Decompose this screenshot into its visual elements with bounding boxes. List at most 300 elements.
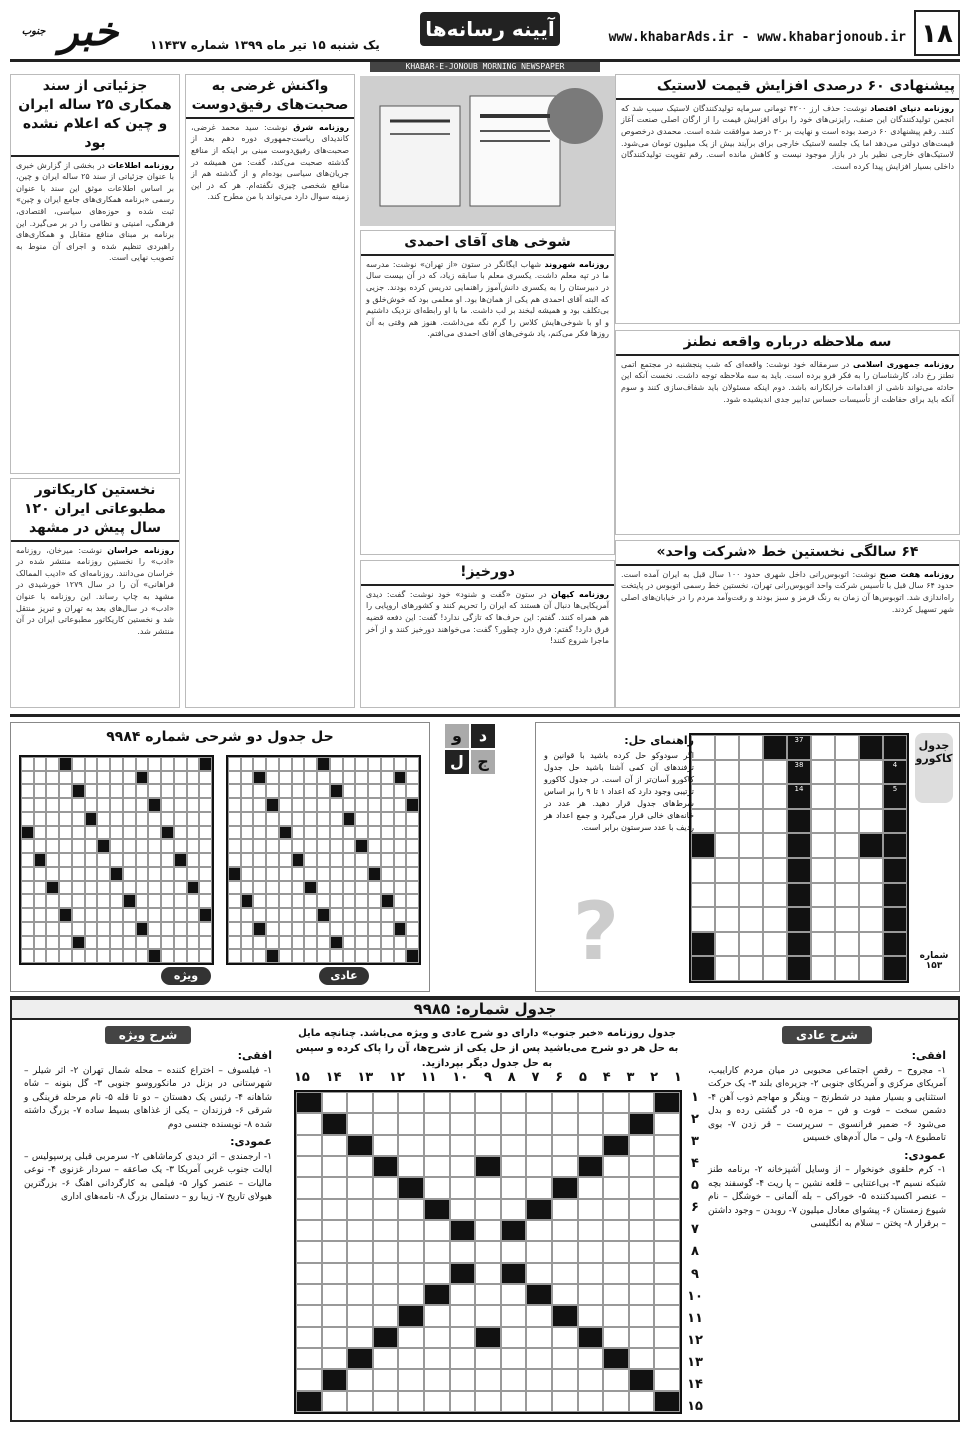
kakuro-cell[interactable] [715, 907, 739, 932]
kakuro-cell[interactable] [691, 907, 715, 932]
crossword-cell[interactable] [603, 1156, 629, 1177]
crossword-cell[interactable] [398, 1327, 424, 1348]
answer-cell [59, 757, 72, 771]
kakuro-cell[interactable] [835, 858, 859, 883]
crossword-cell[interactable] [450, 1391, 476, 1412]
crossword-cell[interactable] [654, 1241, 680, 1262]
crossword-cell[interactable] [424, 1305, 450, 1326]
crossword-cell[interactable] [398, 1391, 424, 1412]
crossword-cell[interactable] [398, 1135, 424, 1156]
crossword-cell[interactable] [296, 1113, 322, 1134]
crossword-cell[interactable] [629, 1241, 655, 1262]
crossword-cell[interactable] [373, 1220, 399, 1241]
crossword-cell[interactable] [603, 1199, 629, 1220]
crossword-cell[interactable] [347, 1305, 373, 1326]
crossword-cell[interactable] [654, 1156, 680, 1177]
crossword-cell[interactable] [552, 1135, 578, 1156]
answer-cell [317, 771, 330, 785]
answer-cell [123, 798, 136, 812]
crossword-cell[interactable] [398, 1092, 424, 1113]
answer-cell [21, 771, 34, 785]
crossword-cell[interactable] [654, 1220, 680, 1241]
crossword-cell[interactable] [629, 1327, 655, 1348]
crossword-cell[interactable] [578, 1220, 604, 1241]
crossword-cell[interactable] [398, 1156, 424, 1177]
kakuro-cell[interactable] [763, 784, 787, 809]
kakuro-cell[interactable] [715, 833, 739, 858]
crossword-cell[interactable] [603, 1092, 629, 1113]
crossword-cell[interactable] [552, 1220, 578, 1241]
column-number: ۱۳ [357, 1070, 374, 1085]
kakuro-cell[interactable] [691, 883, 715, 908]
crossword-cell[interactable] [526, 1156, 552, 1177]
kakuro-cell[interactable] [763, 760, 787, 785]
crossword-cell[interactable] [296, 1135, 322, 1156]
crossword-cell[interactable] [629, 1348, 655, 1369]
kakuro-grid[interactable] [689, 733, 909, 983]
crossword-cell[interactable] [629, 1391, 655, 1412]
crossword-cell[interactable] [526, 1369, 552, 1390]
answer-cell [72, 826, 85, 840]
crossword-cell[interactable] [347, 1263, 373, 1284]
crossword-cell[interactable] [373, 1305, 399, 1326]
kakuro-cell[interactable] [739, 858, 763, 883]
crossword-cell[interactable] [424, 1369, 450, 1390]
kakuro-cell[interactable] [763, 932, 787, 957]
crossword-cell[interactable] [347, 1284, 373, 1305]
crossword-cell[interactable] [296, 1327, 322, 1348]
crossword-cell[interactable] [578, 1135, 604, 1156]
kakuro-cell[interactable] [739, 932, 763, 957]
kakuro-cell[interactable] [739, 956, 763, 981]
kakuro-cell[interactable] [715, 956, 739, 981]
kakuro-cell[interactable] [691, 760, 715, 785]
crossword-cell[interactable] [475, 1305, 501, 1326]
crossword-cell[interactable] [501, 1305, 527, 1326]
kakuro-cell[interactable] [715, 784, 739, 809]
crossword-cell[interactable] [450, 1284, 476, 1305]
answer-cell [279, 757, 292, 771]
crossword-cell[interactable] [424, 1327, 450, 1348]
crossword-cell[interactable] [654, 1199, 680, 1220]
crossword-cell[interactable] [501, 1348, 527, 1369]
kakuro-cell[interactable] [811, 932, 835, 957]
kakuro-cell[interactable] [859, 907, 883, 932]
kakuro-cell[interactable] [835, 833, 859, 858]
crossword-cell[interactable] [424, 1092, 450, 1113]
crossword-cell[interactable] [578, 1305, 604, 1326]
crossword-cell[interactable] [501, 1284, 527, 1305]
kakuro-cell[interactable] [763, 883, 787, 908]
crossword-cell[interactable] [552, 1263, 578, 1284]
kakuro-cell[interactable] [859, 858, 883, 883]
crossword-cell[interactable] [450, 1327, 476, 1348]
kakuro-cell[interactable] [835, 760, 859, 785]
crossword-cell[interactable] [322, 1177, 348, 1198]
crossword-cell[interactable] [603, 1177, 629, 1198]
crossword-cell[interactable] [475, 1199, 501, 1220]
crossword-cell[interactable] [296, 1348, 322, 1369]
crossword-cell[interactable] [424, 1113, 450, 1134]
kakuro-cell[interactable] [859, 956, 883, 981]
crossword-cell[interactable] [526, 1092, 552, 1113]
article-title: واکنش غرضی به صحبت‌های رفیق‌دوست [186, 75, 354, 119]
crossword-cell[interactable] [398, 1220, 424, 1241]
crossword-cell[interactable] [603, 1305, 629, 1326]
crossword-cell[interactable] [578, 1369, 604, 1390]
crossword-cell[interactable] [398, 1284, 424, 1305]
article-ahmadi [360, 230, 615, 555]
answer-cell [343, 798, 356, 812]
answer-cell [174, 922, 187, 936]
crossword-cell[interactable] [501, 1092, 527, 1113]
kakuro-cell[interactable] [859, 784, 883, 809]
answer-cell [279, 936, 292, 950]
crossword-cell[interactable] [552, 1327, 578, 1348]
kakuro-cell[interactable] [835, 883, 859, 908]
kakuro-cell[interactable] [811, 784, 835, 809]
crossword-cell[interactable] [450, 1369, 476, 1390]
crossword-cell[interactable] [552, 1348, 578, 1369]
crossword-cell[interactable] [526, 1241, 552, 1262]
answer-cell [253, 922, 266, 936]
row-number: ۱۰ [687, 1288, 703, 1304]
crossword-cell[interactable] [603, 1369, 629, 1390]
crossword-cell[interactable] [578, 1177, 604, 1198]
crossword-cell[interactable] [552, 1199, 578, 1220]
crossword-cell[interactable] [475, 1092, 501, 1113]
kakuro-cell[interactable] [835, 809, 859, 834]
crossword-cell[interactable] [296, 1199, 322, 1220]
crossword-cell[interactable] [654, 1177, 680, 1198]
crossword-cell[interactable] [475, 1391, 501, 1412]
answer-cell [253, 949, 266, 963]
kakuro-cell[interactable] [835, 907, 859, 932]
crossword-cell[interactable] [424, 1241, 450, 1262]
crossword-cell[interactable] [398, 1199, 424, 1220]
crossword-cell[interactable] [373, 1092, 399, 1113]
crossword-cell[interactable] [654, 1348, 680, 1369]
crossword-cell[interactable] [373, 1177, 399, 1198]
crossword-cell[interactable] [501, 1113, 527, 1134]
crossword-cell[interactable] [475, 1284, 501, 1305]
crossword-cell[interactable] [629, 1177, 655, 1198]
kakuro-cell[interactable] [691, 784, 715, 809]
crossword-cell[interactable] [450, 1135, 476, 1156]
puzzle-letter: ل [445, 750, 469, 774]
crossword-cell[interactable] [373, 1348, 399, 1369]
crossword-cell[interactable] [424, 1263, 450, 1284]
special-down-text: ۱- ارجمندی – اثر دیدی کرماشاهی ۲- سرمربی قبلی پرسپولیس – ایالت جنوب غربی آمریکا ۳- یک صاعقه – سردار غزنوی ۴- نوعی مالیات – عنصر کوار ۵- فیلمی به کارگردانی اهنگ ۶- بزرگترین هیولای تاریخ ۷- زیبا رو – دستمال بزرگ ۸- نامه‌های اداری [24, 1151, 272, 1202]
crossword-cell[interactable] [654, 1369, 680, 1390]
crossword-cell[interactable] [296, 1241, 322, 1262]
crossword-cell[interactable] [578, 1199, 604, 1220]
crossword-cell[interactable] [603, 1391, 629, 1412]
crossword-cell[interactable] [450, 1113, 476, 1134]
crossword-cell[interactable] [501, 1369, 527, 1390]
crossword-cell[interactable] [296, 1177, 322, 1198]
crossword-cell[interactable] [629, 1199, 655, 1220]
crossword-cell[interactable] [296, 1369, 322, 1390]
crossword-cell[interactable] [296, 1284, 322, 1305]
crossword-cell[interactable] [578, 1241, 604, 1262]
crossword-cell[interactable] [398, 1113, 424, 1134]
crossword-cell[interactable] [450, 1177, 476, 1198]
crossword-cell[interactable] [347, 1241, 373, 1262]
crossword-cell[interactable] [322, 1263, 348, 1284]
crossword-cell[interactable] [629, 1092, 655, 1113]
crossword-cell[interactable] [322, 1305, 348, 1326]
kakuro-cell[interactable] [739, 760, 763, 785]
crossword-cell[interactable] [424, 1220, 450, 1241]
kakuro-cell[interactable] [811, 809, 835, 834]
website-url[interactable]: www.khabarAds.ir - www.khabarjonoub.ir [608, 30, 906, 45]
article-text: در سرمقاله خود نوشت: واقعه‌ای که شب پنجشنبه در مجتمع اتمی نطنز رخ داد، کارشناسان را به فکر فرو برده است. باید به سه ملاحظه توجه داشت. نخست آنکه این حادثه می‌تواند ناشی از اقدامات خرابکارانه باشد. دوم اینکه مسئولان باید شفاف‌سازی کنند و سوم آنکه باید برای حفاظت از تأسیسات حساس تدابیر جدی اندیشیده شود. [621, 359, 954, 404]
answer-cell [355, 867, 368, 881]
kakuro-cell[interactable] [811, 907, 835, 932]
kakuro-cell[interactable] [763, 907, 787, 932]
kakuro-cell[interactable] [859, 760, 883, 785]
crossword-cell[interactable] [501, 1327, 527, 1348]
kakuro-cell[interactable] [691, 858, 715, 883]
crossword-cell[interactable] [322, 1220, 348, 1241]
kakuro-cell[interactable] [763, 858, 787, 883]
answer-cell [199, 784, 212, 798]
crossword-cell[interactable] [501, 1135, 527, 1156]
crossword-cell[interactable] [475, 1177, 501, 1198]
crossword-cell[interactable] [450, 1092, 476, 1113]
crossword-cell[interactable] [501, 1241, 527, 1262]
crossword-cell[interactable] [373, 1135, 399, 1156]
answer-cell [34, 908, 47, 922]
crossword-cell[interactable] [347, 1177, 373, 1198]
crossword-cell[interactable] [526, 1391, 552, 1412]
kakuro-cell[interactable] [715, 932, 739, 957]
crossword-cell[interactable] [629, 1220, 655, 1241]
crossword-cell[interactable] [424, 1177, 450, 1198]
answer-cell [355, 826, 368, 840]
crossword-cell[interactable] [373, 1113, 399, 1134]
kakuro-cell[interactable] [739, 883, 763, 908]
crossword-cell[interactable] [654, 1135, 680, 1156]
kakuro-cell[interactable] [739, 809, 763, 834]
kakuro-cell[interactable] [715, 883, 739, 908]
crossword-cell[interactable] [347, 1092, 373, 1113]
kakuro-cell[interactable] [763, 956, 787, 981]
crossword-cell[interactable] [654, 1327, 680, 1348]
crossword-cell[interactable] [526, 1305, 552, 1326]
crossword-cell[interactable] [501, 1177, 527, 1198]
crossword-cell[interactable] [322, 1284, 348, 1305]
crossword-cell[interactable] [475, 1369, 501, 1390]
crossword-cell[interactable] [552, 1284, 578, 1305]
crossword-cell[interactable] [296, 1220, 322, 1241]
article-text: شهاب ایگانگر در ستون «از تهران» نوشت: مدرسه ما در تپه معلم داشت. یکسری معلم با سابقه زیاد، که در آن بیست سال در دبیرستان را به یکسری دانش‌آموز راهنمایی تدریس کرده بودند. جزیی که البته آقای احمدی هم یکی از همان‌ها بود. او معلمی بود که خوش‌خلق و بی‌تکلف بود و همیشه لبخند بر لب داشت. ما با او رابطه‌ای نزدیک داشتیم و او با شوخی‌هایش کلاس را گرم نگه می‌داشت. هنوز هم وقتی به آن روزها فکر می‌کنم، یاد شوخی‌های آقای احمدی می‌افتم. [366, 259, 609, 339]
crossword-cell[interactable] [526, 1327, 552, 1348]
crossword-cell[interactable] [526, 1177, 552, 1198]
crossword-cell[interactable] [347, 1220, 373, 1241]
crossword-cell[interactable] [347, 1327, 373, 1348]
crossword-cell[interactable] [629, 1305, 655, 1326]
kakuro-cell[interactable] [835, 956, 859, 981]
crossword-cell[interactable] [475, 1135, 501, 1156]
crossword-cell[interactable] [450, 1156, 476, 1177]
crossword-cell[interactable] [347, 1156, 373, 1177]
crossword-cell[interactable] [398, 1348, 424, 1369]
kakuro-cell[interactable] [811, 858, 835, 883]
crossword-cell[interactable] [578, 1284, 604, 1305]
kakuro-cell[interactable] [715, 735, 739, 760]
crossword-cell[interactable] [322, 1199, 348, 1220]
crossword-cell[interactable] [603, 1241, 629, 1262]
kakuro-cell[interactable] [811, 735, 835, 760]
kakuro-cell[interactable] [859, 809, 883, 834]
crossword-cell[interactable] [526, 1348, 552, 1369]
answer-cell [110, 908, 123, 922]
crossword-cell[interactable] [475, 1113, 501, 1134]
crossword-cell[interactable] [347, 1199, 373, 1220]
crossword-cell[interactable] [654, 1305, 680, 1326]
crossword-cell[interactable] [552, 1092, 578, 1113]
crossword-cell[interactable] [322, 1348, 348, 1369]
kakuro-cell[interactable] [691, 735, 715, 760]
crossword-cell[interactable] [552, 1241, 578, 1262]
crossword-cell[interactable] [654, 1263, 680, 1284]
crossword-cell[interactable] [347, 1113, 373, 1134]
kakuro-cell[interactable] [715, 858, 739, 883]
crossword-cell[interactable] [578, 1348, 604, 1369]
crossword-cell[interactable] [373, 1369, 399, 1390]
answer-cell [228, 922, 241, 936]
kakuro-cell[interactable] [715, 760, 739, 785]
crossword-cell[interactable] [373, 1263, 399, 1284]
kakuro-cell[interactable] [859, 883, 883, 908]
crossword-cell[interactable] [322, 1327, 348, 1348]
crossword-cell[interactable] [398, 1369, 424, 1390]
answer-cell [253, 908, 266, 922]
kakuro-cell[interactable] [811, 883, 835, 908]
kakuro-cell[interactable] [811, 760, 835, 785]
crossword-cell[interactable] [526, 1263, 552, 1284]
crossword-cell[interactable] [475, 1263, 501, 1284]
crossword-cell[interactable] [526, 1220, 552, 1241]
crossword-cell[interactable] [526, 1113, 552, 1134]
crossword-cell[interactable] [654, 1284, 680, 1305]
crossword-cell[interactable] [373, 1241, 399, 1262]
crossword-cell[interactable] [603, 1263, 629, 1284]
kakuro-cell[interactable] [763, 809, 787, 834]
crossword-cell[interactable] [603, 1284, 629, 1305]
article-text: نوشت: اتوبوس‌رانی داخل شهری حدود ۱۰۰ سال قبل به ایران آمده است. حدود ۶۴ سال قبل با تأسیس شرکت واحد اتوبوس‌رانی تهران، نخستین خط رسمی اتوبوس در پایتخت راه‌اندازی شد. اتوبوس‌ها آن زمان به رنگ قرمز و سبز بودند و رفت‌وآمد مردم را در خیابان‌های اصلی شهر تسهیل کردند. [621, 569, 954, 614]
crossword-cell[interactable] [552, 1113, 578, 1134]
crossword-cell[interactable] [475, 1348, 501, 1369]
crossword-cell[interactable] [578, 1092, 604, 1113]
crossword-cell[interactable] [424, 1135, 450, 1156]
crossword-cell[interactable] [501, 1199, 527, 1220]
crossword-cell[interactable] [603, 1220, 629, 1241]
crossword-cell[interactable] [373, 1199, 399, 1220]
crossword-cell[interactable] [450, 1241, 476, 1262]
crossword-cell[interactable] [475, 1220, 501, 1241]
crossword-cell[interactable] [629, 1284, 655, 1305]
crossword-cell[interactable] [654, 1113, 680, 1134]
crossword-cell[interactable] [450, 1199, 476, 1220]
crossword-cell[interactable] [603, 1327, 629, 1348]
crossword-cell[interactable] [322, 1156, 348, 1177]
kakuro-cell[interactable] [763, 833, 787, 858]
crossword-cell[interactable] [424, 1156, 450, 1177]
article-lead: روزنامه خراسان [107, 545, 174, 555]
crossword-cell[interactable] [552, 1391, 578, 1412]
kakuro-cell[interactable] [811, 833, 835, 858]
kakuro-cell[interactable] [715, 809, 739, 834]
crossword-cell[interactable] [424, 1348, 450, 1369]
answer-cell [187, 771, 200, 785]
crossword-cell[interactable] [322, 1092, 348, 1113]
kakuro-cell[interactable] [739, 735, 763, 760]
answer-cell [148, 826, 161, 840]
kakuro-cell [787, 907, 811, 932]
crossword-cell[interactable] [501, 1156, 527, 1177]
answer-cell [85, 908, 98, 922]
crossword-cell[interactable] [552, 1369, 578, 1390]
answer-cell [161, 908, 174, 922]
crossword-cell[interactable] [603, 1113, 629, 1134]
answer-cell [355, 853, 368, 867]
crossword-cell[interactable] [501, 1391, 527, 1412]
crossword-cell[interactable] [578, 1391, 604, 1412]
article-text: نوشت: سید محمد غرضی، کاندیدای ریاست‌جمهوری دوره دهم بعد از صحبت‌های رفیق‌دوست مبنی بر اینکه از منافع گذشته صحبت می‌کند، گفت: من همیشه در جریان‌های سیاسی بوده‌ام و از گذشته هم از منافع شخصی چیزی نگفته‌ام. هر که در این زمینه سوال دارد می‌تواند با من مطرح کند. [191, 122, 349, 202]
crossword-cell[interactable] [296, 1263, 322, 1284]
answer-cell [187, 798, 200, 812]
crossword-cell[interactable] [296, 1305, 322, 1326]
crossword-cell[interactable] [629, 1263, 655, 1284]
kakuro-cell[interactable] [691, 809, 715, 834]
crossword-cell[interactable] [322, 1391, 348, 1412]
crossword-cell[interactable] [629, 1156, 655, 1177]
kakuro-cell[interactable] [835, 932, 859, 957]
crossword-cell[interactable] [475, 1241, 501, 1262]
crossword-cell[interactable] [424, 1391, 450, 1412]
kakuro-cell[interactable] [739, 784, 763, 809]
crossword-cell[interactable] [450, 1305, 476, 1326]
crossword-cell[interactable] [578, 1263, 604, 1284]
crossword-cell[interactable] [373, 1391, 399, 1412]
crossword-cell[interactable] [450, 1348, 476, 1369]
crossword-cell[interactable] [398, 1263, 424, 1284]
crossword-cell[interactable] [347, 1391, 373, 1412]
crossword-cell[interactable] [552, 1156, 578, 1177]
crossword-cell[interactable] [373, 1284, 399, 1305]
crossword-cell[interactable] [629, 1135, 655, 1156]
kakuro-cell[interactable] [835, 784, 859, 809]
kakuro-cell[interactable] [739, 833, 763, 858]
kakuro-cell[interactable] [811, 956, 835, 981]
answer-cell [148, 867, 161, 881]
crossword-cell[interactable] [296, 1156, 322, 1177]
crossword-cell[interactable] [322, 1135, 348, 1156]
crossword-cell[interactable] [526, 1135, 552, 1156]
kakuro-cell[interactable] [859, 932, 883, 957]
crossword-cell[interactable] [398, 1241, 424, 1262]
crossword-cell[interactable] [322, 1241, 348, 1262]
crossword-cell[interactable] [578, 1113, 604, 1134]
kakuro-cell[interactable] [835, 735, 859, 760]
crossword-cell[interactable] [347, 1369, 373, 1390]
kakuro-cell[interactable] [739, 907, 763, 932]
crossword-grid[interactable] [294, 1090, 682, 1414]
answer-cell [406, 894, 419, 908]
